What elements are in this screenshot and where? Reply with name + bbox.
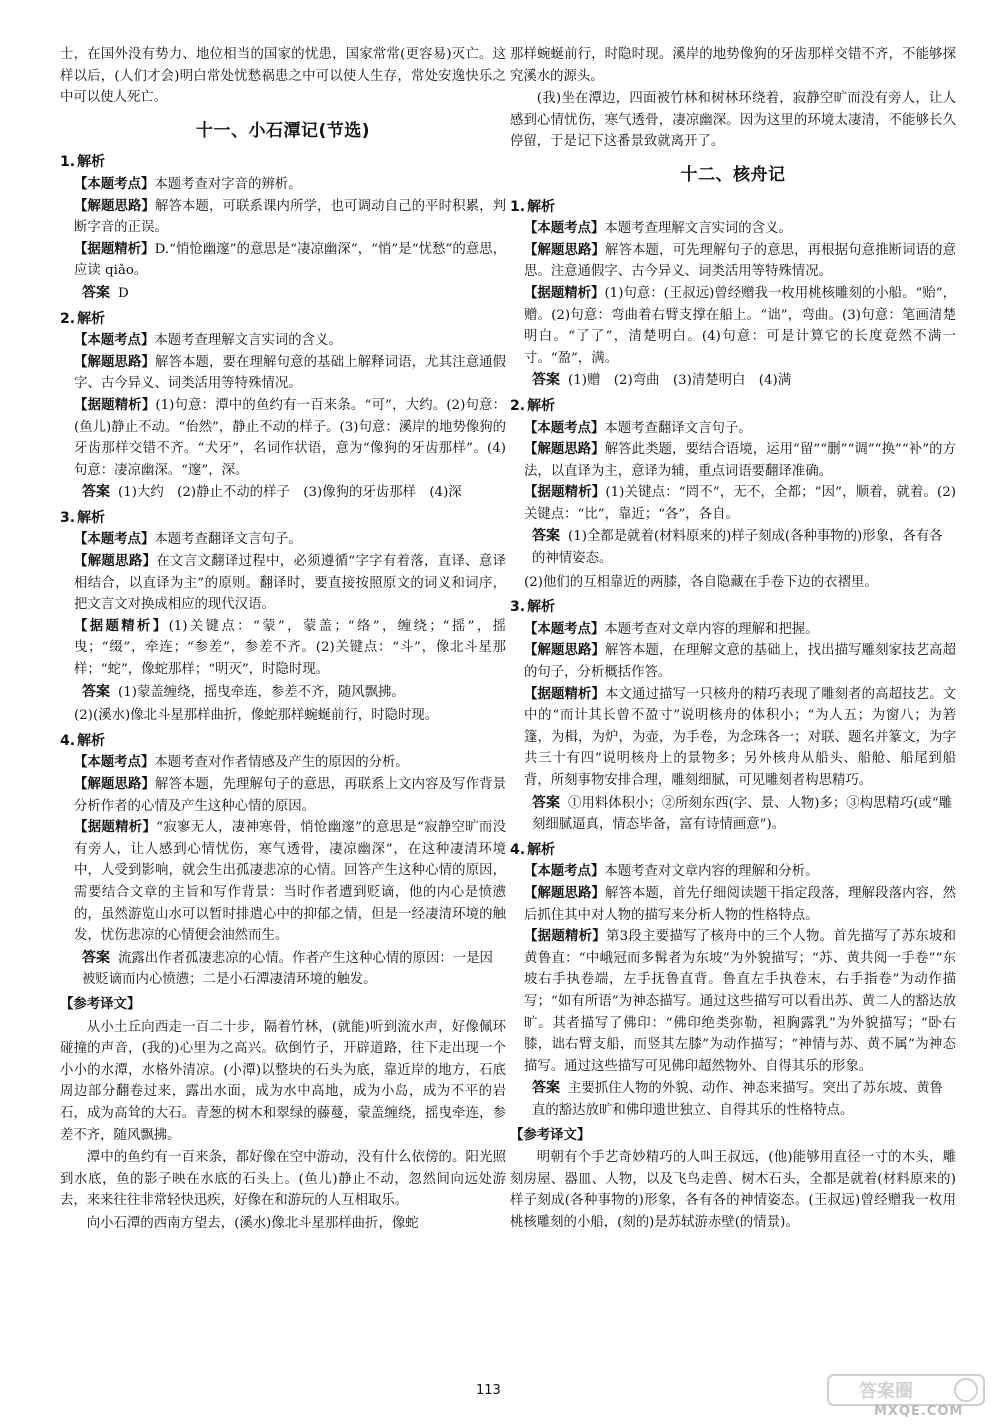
- question-number: 3.: [510, 599, 526, 616]
- item-tag: 【据题精析】: [524, 285, 605, 301]
- answer-text: (1)赠 (2)弯曲 (3)清楚明白 (4)满: [568, 373, 792, 389]
- item-text: D.“悄怆幽邃”的意思是“凄凉幽深”，“悄”是“忧愁”的意思，应读 qiǎo。: [74, 241, 507, 279]
- analysis-item: [524, 926, 956, 1077]
- item-tag: 【解题思路】: [524, 242, 606, 258]
- item-tag: 【据题精析】: [74, 820, 157, 836]
- item-tag: 【本题考点】: [524, 221, 605, 237]
- intro-paragraph: 士，在国外没有势力、地位相当的国家的忧患，国家常常(更容易)灭亡。这样以后，(人们才会)明白常处忧愁祸患之中可以使人生存，常处安逸快乐之中可以使人死亡。: [60, 47, 506, 106]
- item-tag: 【本题考点】: [74, 532, 155, 548]
- right-column: [510, 44, 956, 1234]
- analysis-label: 解析: [527, 198, 556, 215]
- analysis-item: [524, 240, 956, 283]
- item-text: 解答此类题，要结合语境，运用“留”“删”“调”“换”“补”的方法，以直译为主，意译为辅，重点词语要翻译准确。: [524, 442, 956, 479]
- watermark-url: MXQE.COM: [874, 1404, 964, 1419]
- analysis-item: [74, 817, 506, 947]
- analysis-item: [524, 283, 956, 369]
- analysis-item: [74, 752, 506, 774]
- item-tag: 【据题精析】: [524, 485, 606, 501]
- item-text: 解答本题，可先理解句子的意思，再根据句意推断词语的意思。注意通假字、古今异义、词类活用等特殊情况。: [524, 242, 957, 280]
- item-tag: 【本题考点】: [74, 176, 155, 192]
- item-tag: 【本题考点】: [524, 621, 605, 637]
- question-header: [510, 597, 956, 619]
- question-number: 2.: [510, 397, 526, 414]
- item-tag: 【本题考点】: [74, 333, 155, 349]
- item-text: (1)句意：(王叔远)曾经赠我一枚用桃核雕刻的小船。“贻”，赠。(2)句意：弯曲着右臂支撑在船上。“诎”，弯曲。(3)句意：笔画清楚明白。“了了”，清楚明白。(4)句意：可是计算它的长度竟然不满一寸。“盈”，满。: [524, 285, 957, 366]
- item-text: 本题考查对文章内容的理解和分析。: [604, 864, 819, 880]
- answer-label: 答案: [532, 1080, 560, 1097]
- question-number: 4.: [60, 732, 76, 749]
- analysis-label: 解析: [77, 509, 106, 526]
- item-text: 第3段主要描写了核舟中的三个人物。首先描写了苏东坡和黄鲁直：“中峨冠而多髯者为东坡”为外貌描写；“苏、黄共阅一手卷”“东坡右手执卷端，左手抚鲁直背。鲁直左手执卷末，右手指卷”为动作描写；“如有所语”为神态描写。通过这些描写可以看出苏、黄二人的豁达放旷。其者描写了佛印：“佛印绝类弥勒，袒胸露乳”为外貌描写；“卧右膝，诎右臂支船，而竖其左膝”为动作描写；“神情与苏、黄不属”为神态描写。通过这些描写可见佛印超然物外、自得其乐的形象。: [524, 929, 956, 1074]
- item-tag: 【据题精析】: [74, 618, 169, 634]
- item-tag: 【解题思路】: [74, 198, 156, 214]
- analysis-item: [74, 395, 506, 481]
- question-header: [60, 152, 506, 174]
- item-text: 本题考查理解文言实词的含义。: [154, 333, 342, 349]
- answer: [82, 948, 506, 991]
- answer-text: 流露出作者孤凄悲凉的心情。作者产生这种心情的原因：一是因被贬谪而内心愤懑；二是小石潭凄清环境的触发。: [82, 950, 493, 988]
- question-header: [60, 309, 506, 331]
- answer: [532, 793, 956, 836]
- item-tag: 【据题精析】: [74, 241, 155, 257]
- watermark-title: 答案圈: [859, 1381, 913, 1402]
- question-header: [510, 197, 956, 219]
- item-tag: 【解题思路】: [524, 442, 605, 458]
- reference-translation-title: 【参考译文】: [510, 1127, 591, 1143]
- item-tag: 【据题精析】: [524, 929, 606, 945]
- question-header: [510, 840, 956, 862]
- answer-label: 答案: [532, 528, 560, 545]
- question-number: 2.: [60, 310, 76, 327]
- item-text: 本题考查翻译文言句子。: [604, 420, 752, 436]
- item-text: 解答本题，可联系课内所学，也可调动自己的平时积累，判断字音的正误。: [74, 198, 507, 236]
- item-text: “寂寥无人，凄神寒骨，悄怆幽邃”的意思是“寂静空旷而没有旁人，让人感到心情忧伤，寒气透骨，凄凉幽深”，在这种凄清环境中，人受到影响，就会生出孤凄悲凉的心情。回答产生这种心情的原因，需要结合文章的主旨和写作背景：当时作者遭到贬谪，他的内心是愤懑的，虽然游览山水可以暂时排遣心中的抑郁之情，但是一经凄清环境的触发，忧伤悲凉的心情便会油然而生。: [74, 820, 506, 944]
- item-text: 本题考查对文章内容的理解和把握。: [604, 621, 819, 637]
- analysis-item: [524, 418, 956, 440]
- question-number: 3.: [60, 509, 76, 526]
- analysis-item: [524, 640, 956, 683]
- page-number: 113: [476, 1383, 501, 1398]
- item-text: 本题考查理解文言实词的含义。: [604, 221, 792, 237]
- question-block: [60, 309, 506, 504]
- translation-paragraph: 明朝有个手艺奇妙精巧的人叫王叔远，(他)能够用直径一寸的木头，雕刻房屋、器皿、人物，以及飞鸟走兽、树木石头，全都是就着(材料原来的)样子刻成(各种事物的)形象，各有各的神情姿态。(王叔远)曾经赠我一枚用桃核雕刻的小船，(刻的)是苏轼游赤壁(的情景)。: [510, 1150, 956, 1230]
- question-number: 1.: [60, 154, 76, 171]
- answer: [532, 1078, 956, 1121]
- answer: [532, 370, 956, 392]
- question-block: [60, 731, 506, 991]
- analysis-item: [524, 439, 956, 482]
- translation-paragraph: 从小土丘向西走一百二十步，隔着竹林，(就能)听到流水声，好像佩环碰撞的声音，(我的)心里为之高兴。砍倒竹子，开辟道路，往下走出现一个小小的水潭，水格外清凉。(小潭)以整块的石头为底，靠近岸的地方，石底周边部分翻卷过来，露出水面，成为水中高地，成为小岛，成为不平的岩石，成为高耸的大石。青葱的树木和翠绿的藤蔓，蒙盖缠绕，摇曳牵连，参差不齐，随风飘拂。: [60, 1019, 506, 1143]
- item-text: 在文言文翻译过程中，必须遵循“字字有着落，直译、意译相结合，以直译为主”的原则。翻译时，要直接按照原文的词义和词序，把文言文对换成相应的现代汉语。: [74, 554, 506, 613]
- item-text: (1)关键点：“罔不”，无不，全都；“因”，顺着，就着。(2)关键点：“比”，靠近；“各”，各自。: [524, 485, 956, 522]
- answer: [82, 482, 506, 504]
- answer-text: ①用料体积小；②所刻东西(字、景、人物)多；③构思精巧(或“雕刻细腻逼真，情态毕备，富有诗情画意”)。: [532, 795, 953, 833]
- analysis-item: [74, 330, 506, 352]
- intro-paragraph: (我)坐在潭边，四面被竹林和树林环绕着，寂静空旷而没有旁人，让人感到心情忧伤，寒气透骨，凄凉幽深。因为这里的环境太凄清，不能够长久停留，于是记下这番景致就离开了。: [510, 91, 956, 150]
- item-tag: 【本题考点】: [524, 420, 605, 436]
- analysis-item: [74, 616, 506, 681]
- analysis-label: 解析: [527, 599, 556, 616]
- analysis-item: [524, 883, 956, 926]
- analysis-item: [524, 861, 956, 883]
- analysis-label: 解析: [77, 310, 106, 327]
- answer-text: (1)全都是就着(材料原来的)样子刻成(各种事物的)形象，各有各的神情姿态。: [532, 529, 943, 567]
- item-text: (1)关键点：“蒙”，蒙盖；“络”，缠绕；“摇”，摇曳；“缀”，牵连；“参差”，参差不齐。(2)关键点：“斗”，像北斗星那样；“蛇”，像蛇那样；“明灭”，时隐时现。: [74, 618, 506, 678]
- translation-paragraph: 向小石潭的西南方望去，(溪水)像北斗星那样曲折，像蛇: [86, 1215, 419, 1231]
- question-header: [60, 508, 506, 530]
- item-text: 本题考查翻译文言句子。: [154, 532, 302, 548]
- item-text: 本文通过描写一只核舟的精巧表现了雕刻者的高超技艺。文中的“而计其长曾不盈寸”说明核舟的体积小；“为人五；为窗八；为箬篷，为楫，为炉，为壶，为手卷，为念珠各一；对联、题名并篆文，为字共三十有四”说明核舟上的景物多；另外核舟从船头、船舱、船尾到船背，所刻事物安排合理，雕刻细腻，可见雕刻者构思精巧。: [524, 686, 957, 788]
- section-title: 十二、核舟记: [680, 164, 786, 185]
- answer-text: 主要抓住人物的外貌、动作、神态来描写。突出了苏东坡、黄鲁直的豁达放旷和佛印遗世独立、自得其乐的性格特点。: [532, 1081, 943, 1118]
- question-block: [510, 597, 956, 836]
- answer-text: (1)大约 (2)静止不动的样子 (3)像狗的牙齿那样 (4)深: [118, 485, 462, 501]
- answer-extra: (2)他们的互相靠近的两膝，各自隐藏在手卷下边的衣褶里。: [524, 574, 878, 590]
- item-tag: 【解题思路】: [74, 354, 156, 370]
- answer-label: 答案: [532, 372, 560, 389]
- analysis-item: [524, 218, 956, 240]
- question-block: [60, 152, 506, 304]
- item-text: 本题考查对字音的辨析。: [154, 176, 302, 192]
- analysis-label: 解析: [527, 841, 556, 858]
- item-tag: 【据题精析】: [524, 686, 606, 702]
- analysis-item: [524, 482, 956, 525]
- intro-paragraph: 那样蜿蜒前行，时隐时现。溪岸的地势像狗的牙齿那样交错不齐，不能够探究溪水的源头。: [510, 47, 956, 84]
- analysis-item: [524, 684, 956, 792]
- analysis-label: 解析: [77, 154, 106, 171]
- question-block: [510, 197, 956, 392]
- item-tag: 【本题考点】: [74, 755, 155, 771]
- item-tag: 【本题考点】: [524, 864, 605, 880]
- section-title: 十一、小石潭记(节选): [195, 120, 371, 141]
- item-tag: 【解题思路】: [524, 885, 606, 901]
- translation-paragraph: 潭中的鱼约有一百来条，都好像在空中游动，没有什么依傍的。阳光照到水底，鱼的影子映在水底的石头上。(鱼儿)静止不动，忽然间向远处游去，来来往往非常轻快迅疾，好像在和游玩的人互相取乐。: [60, 1150, 506, 1209]
- question-number: 1.: [510, 198, 526, 215]
- analysis-item: [74, 174, 506, 196]
- analysis-item: [74, 529, 506, 551]
- left-column: [60, 44, 506, 1235]
- item-tag: 【据题精析】: [74, 397, 156, 413]
- answer: [532, 526, 956, 569]
- answer-label: 答案: [532, 794, 560, 811]
- analysis-item: [74, 196, 506, 239]
- answer-label: 答案: [82, 284, 110, 301]
- answer-text: (1)蒙盖缠绕，摇曳牵连，参差不齐，随风飘拂。: [118, 684, 405, 700]
- analysis-item: [74, 551, 506, 616]
- item-tag: 【解题思路】: [524, 643, 606, 659]
- analysis-item: [524, 619, 956, 641]
- answer: [82, 682, 506, 704]
- item-text: 解答本题，要在理解句意的基础上解释词语，尤其注意通假字、古今异义、词类活用等特殊情况。: [74, 354, 507, 392]
- question-header: [510, 396, 956, 418]
- question-number: 4.: [510, 841, 526, 858]
- item-text: 解答本题，在理解文意的基础上，找出描写雕刻家技艺高超的句子，分析概括作答。: [524, 643, 957, 681]
- analysis-item: [74, 352, 506, 395]
- item-text: 本题考查对作者情感及产生的原因的分析。: [154, 755, 409, 771]
- question-block: [60, 508, 506, 727]
- answer-label: 答案: [82, 683, 110, 700]
- item-tag: 【解题思路】: [74, 554, 157, 570]
- reference-translation-title: 【参考译文】: [60, 996, 141, 1012]
- item-text: (1)句意：潭中的鱼约有一百来条。“可”，大约。(2)句意：(鱼儿)静止不动。“佁然”，静止不动的样子。(3)句意：溪岸的地势像狗的牙齿那样交错不齐。“犬牙”，名词作状语，意为“像狗的牙齿那样”。(4)句意：凄凉幽深。“邃”，深。: [74, 397, 506, 478]
- item-text: 解答本题，首先仔细阅读题干指定段落，理解段落内容，然后抓住其中对人物的描写来分析人物的性格特点。: [524, 885, 957, 923]
- item-text: 解答本题，先理解句子的意思，再联系上文内容及写作背景分析作者的心情及产生这种心情的原因。: [74, 777, 507, 814]
- question-block: [510, 840, 956, 1122]
- answer-text: D: [118, 285, 129, 301]
- analysis-item: [74, 239, 506, 282]
- answer-extra: (2)(溪水)像北斗星那样曲折，像蛇那样蜿蜒前行，时隐时现。: [74, 708, 439, 724]
- answer-label: 答案: [82, 484, 110, 501]
- analysis-label: 解析: [527, 397, 556, 414]
- analysis-item: [74, 774, 506, 817]
- answer-label: 答案: [82, 949, 110, 966]
- analysis-label: 解析: [77, 732, 106, 749]
- question-header: [60, 731, 506, 753]
- question-block: [510, 396, 956, 593]
- answer: [82, 283, 506, 305]
- item-tag: 【解题思路】: [74, 777, 156, 792]
